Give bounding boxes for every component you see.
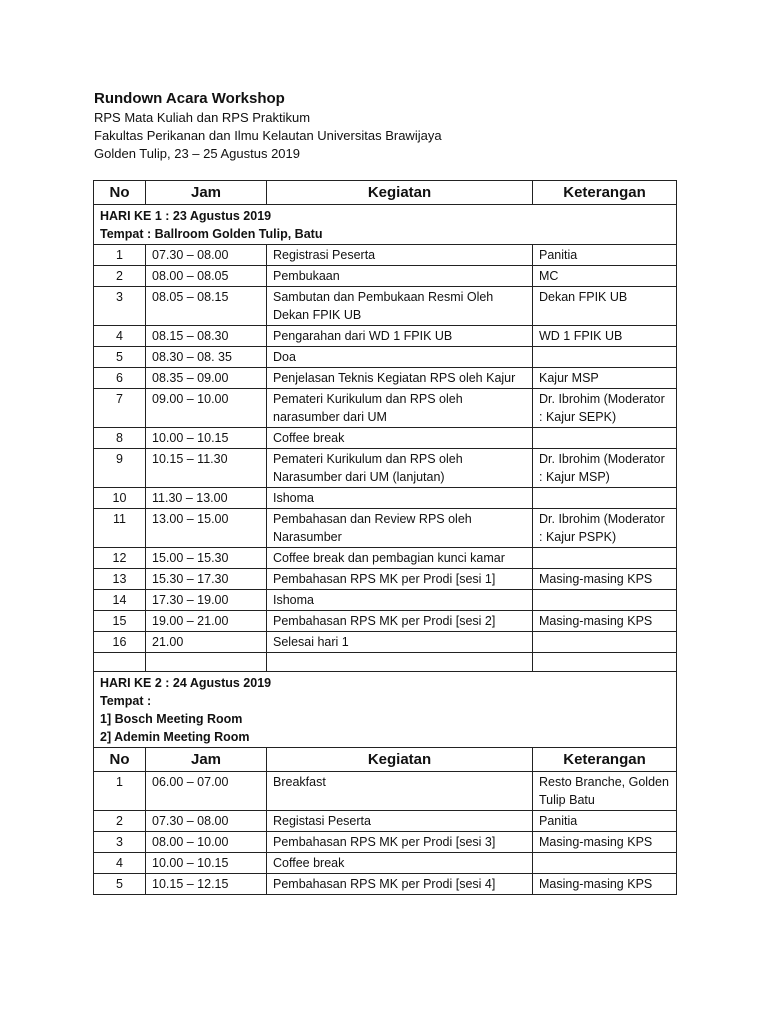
cell-jam: 13.00 – 15.00 bbox=[146, 509, 267, 548]
cell-kegiatan: Registrasi Peserta bbox=[267, 245, 533, 266]
cell-no: 14 bbox=[94, 590, 146, 611]
table-row bbox=[94, 772, 677, 811]
cell-jam: 08.15 – 08.30 bbox=[146, 326, 267, 347]
table-row bbox=[94, 632, 677, 653]
cell-keterangan: Masing-masing KPS bbox=[533, 874, 677, 895]
cell-jam: 15.30 – 17.30 bbox=[146, 569, 267, 590]
cell-no: 7 bbox=[94, 389, 146, 428]
cell-jam: 07.30 – 08.00 bbox=[146, 245, 267, 266]
blank-row bbox=[94, 653, 677, 672]
cell-no: 1 bbox=[94, 245, 146, 266]
cell-kegiatan: Pembahasan RPS MK per Prodi [sesi 2] bbox=[267, 611, 533, 632]
cell-no: 6 bbox=[94, 368, 146, 389]
table-row bbox=[94, 611, 677, 632]
day1-section-row bbox=[94, 205, 677, 245]
cell-kegiatan: Pembahasan RPS MK per Prodi [sesi 4] bbox=[267, 874, 533, 895]
table-row bbox=[94, 874, 677, 895]
day2-venue-label: Tempat : bbox=[100, 694, 152, 708]
day2-room-2: 2] Ademin Meeting Room bbox=[100, 730, 250, 744]
table-row bbox=[94, 853, 677, 874]
cell-jam: 08.00 – 10.00 bbox=[146, 832, 267, 853]
faculty-line: Fakultas Perikanan dan Ilmu Kelautan Universitas Brawijaya bbox=[94, 128, 442, 143]
cell-kegiatan: Pembahasan RPS MK per Prodi [sesi 3] bbox=[267, 832, 533, 853]
table-row bbox=[94, 509, 677, 548]
cell-keterangan: Dekan FPIK UB bbox=[533, 287, 677, 326]
table-row bbox=[94, 548, 677, 569]
table-header-row bbox=[94, 181, 677, 205]
column-header-jam: Jam bbox=[146, 181, 267, 205]
column-header-kegiatan: Kegiatan bbox=[267, 181, 533, 205]
cell-no: 9 bbox=[94, 449, 146, 488]
table-header-row-day2 bbox=[94, 748, 677, 772]
cell-jam: 07.30 – 08.00 bbox=[146, 811, 267, 832]
table-row bbox=[94, 449, 677, 488]
column-header-keterangan: Keterangan bbox=[533, 748, 677, 772]
cell-keterangan bbox=[533, 548, 677, 569]
cell-no: 4 bbox=[94, 853, 146, 874]
document-title: Rundown Acara Workshop bbox=[94, 90, 285, 107]
day2-room-1: 1] Bosch Meeting Room bbox=[100, 712, 243, 726]
cell-jam: 06.00 – 07.00 bbox=[146, 772, 267, 811]
cell-no: 13 bbox=[94, 569, 146, 590]
cell-no: 3 bbox=[94, 832, 146, 853]
cell-no: 1 bbox=[94, 772, 146, 811]
cell-keterangan: Masing-masing KPS bbox=[533, 611, 677, 632]
cell-jam: 10.00 – 10.15 bbox=[146, 853, 267, 874]
cell-no: 3 bbox=[94, 287, 146, 326]
table-row bbox=[94, 347, 677, 368]
document-header bbox=[94, 89, 442, 163]
cell-keterangan bbox=[533, 853, 677, 874]
schedule-table bbox=[93, 180, 677, 895]
cell-jam: 08.35 – 09.00 bbox=[146, 368, 267, 389]
cell-kegiatan: Pemateri Kurikulum dan RPS oleh Narasumber dari UM (lanjutan) bbox=[267, 449, 533, 488]
cell-jam: 11.30 – 13.00 bbox=[146, 488, 267, 509]
cell-no: 5 bbox=[94, 874, 146, 895]
cell-kegiatan: Coffee break bbox=[267, 853, 533, 874]
table-row bbox=[94, 832, 677, 853]
cell-keterangan bbox=[533, 428, 677, 449]
cell-keterangan: Dr. Ibrohim (Moderator : Kajur MSP) bbox=[533, 449, 677, 488]
day1-heading: HARI KE 1 : 23 Agustus 2019 bbox=[100, 209, 272, 223]
cell-no: 11 bbox=[94, 509, 146, 548]
column-header-kegiatan: Kegiatan bbox=[267, 748, 533, 772]
table-row bbox=[94, 266, 677, 287]
cell-kegiatan: Pengarahan dari WD 1 FPIK UB bbox=[267, 326, 533, 347]
cell-no: 16 bbox=[94, 632, 146, 653]
table-row bbox=[94, 590, 677, 611]
cell-kegiatan: Pembukaan bbox=[267, 266, 533, 287]
cell-keterangan: Kajur MSP bbox=[533, 368, 677, 389]
table-row bbox=[94, 245, 677, 266]
table-row bbox=[94, 368, 677, 389]
cell-keterangan bbox=[533, 590, 677, 611]
table-row bbox=[94, 287, 677, 326]
cell-jam: 21.00 bbox=[146, 632, 267, 653]
table-row bbox=[94, 428, 677, 449]
day1-venue: Tempat : Ballroom Golden Tulip, Batu bbox=[100, 227, 323, 241]
cell-jam: 17.30 – 19.00 bbox=[146, 590, 267, 611]
cell-jam: 08.05 – 08.15 bbox=[146, 287, 267, 326]
cell-no: 2 bbox=[94, 266, 146, 287]
cell-jam: 08.30 – 08. 35 bbox=[146, 347, 267, 368]
cell-no: 12 bbox=[94, 548, 146, 569]
day2-section-row bbox=[94, 672, 677, 748]
cell-kegiatan: Coffee break dan pembagian kunci kamar bbox=[267, 548, 533, 569]
table-row bbox=[94, 488, 677, 509]
cell-no: 15 bbox=[94, 611, 146, 632]
column-header-keterangan: Keterangan bbox=[533, 181, 677, 205]
table-row bbox=[94, 811, 677, 832]
cell-kegiatan: Breakfast bbox=[267, 772, 533, 811]
cell-jam: 19.00 – 21.00 bbox=[146, 611, 267, 632]
cell-no: 2 bbox=[94, 811, 146, 832]
cell-kegiatan: Penjelasan Teknis Kegiatan RPS oleh Kajur bbox=[267, 368, 533, 389]
cell-no: 4 bbox=[94, 326, 146, 347]
cell-keterangan: Masing-masing KPS bbox=[533, 569, 677, 590]
cell-keterangan: Dr. Ibrohim (Moderator : Kajur SEPK) bbox=[533, 389, 677, 428]
cell-keterangan: Panitia bbox=[533, 811, 677, 832]
cell-jam: 10.00 – 10.15 bbox=[146, 428, 267, 449]
cell-jam: 10.15 – 11.30 bbox=[146, 449, 267, 488]
cell-keterangan bbox=[533, 488, 677, 509]
cell-keterangan: Masing-masing KPS bbox=[533, 832, 677, 853]
cell-kegiatan: Pembahasan RPS MK per Prodi [sesi 1] bbox=[267, 569, 533, 590]
cell-jam: 08.00 – 08.05 bbox=[146, 266, 267, 287]
cell-jam: 15.00 – 15.30 bbox=[146, 548, 267, 569]
cell-no: 10 bbox=[94, 488, 146, 509]
cell-keterangan: MC bbox=[533, 266, 677, 287]
day1-info bbox=[94, 205, 677, 245]
cell-keterangan: Dr. Ibrohim (Moderator : Kajur PSPK) bbox=[533, 509, 677, 548]
table-row bbox=[94, 389, 677, 428]
cell-jam: 10.15 – 12.15 bbox=[146, 874, 267, 895]
day2-heading: HARI KE 2 : 24 Agustus 2019 bbox=[100, 676, 272, 690]
event-subtitle: RPS Mata Kuliah dan RPS Praktikum bbox=[94, 110, 311, 125]
column-header-jam: Jam bbox=[146, 748, 267, 772]
cell-jam: 09.00 – 10.00 bbox=[146, 389, 267, 428]
cell-no: 5 bbox=[94, 347, 146, 368]
cell-keterangan bbox=[533, 347, 677, 368]
table-row bbox=[94, 569, 677, 590]
cell-keterangan: Panitia bbox=[533, 245, 677, 266]
cell-keterangan: Resto Branche, Golden Tulip Batu bbox=[533, 772, 677, 811]
cell-kegiatan: Ishoma bbox=[267, 488, 533, 509]
cell-keterangan bbox=[533, 632, 677, 653]
venue-date-line: Golden Tulip, 23 – 25 Agustus 2019 bbox=[94, 146, 300, 161]
cell-kegiatan: Ishoma bbox=[267, 590, 533, 611]
column-header-no: No bbox=[94, 181, 146, 205]
column-header-no: No bbox=[94, 748, 146, 772]
cell-kegiatan: Coffee break bbox=[267, 428, 533, 449]
cell-kegiatan: Registasi Peserta bbox=[267, 811, 533, 832]
cell-keterangan: WD 1 FPIK UB bbox=[533, 326, 677, 347]
cell-kegiatan: Pembahasan dan Review RPS oleh Narasumber bbox=[267, 509, 533, 548]
cell-kegiatan: Pemateri Kurikulum dan RPS oleh narasumber dari UM bbox=[267, 389, 533, 428]
cell-kegiatan: Doa bbox=[267, 347, 533, 368]
day2-info bbox=[94, 672, 677, 748]
table-row bbox=[94, 326, 677, 347]
cell-kegiatan: Sambutan dan Pembukaan Resmi Oleh Dekan FPIK UB bbox=[267, 287, 533, 326]
cell-no: 8 bbox=[94, 428, 146, 449]
cell-kegiatan: Selesai hari 1 bbox=[267, 632, 533, 653]
